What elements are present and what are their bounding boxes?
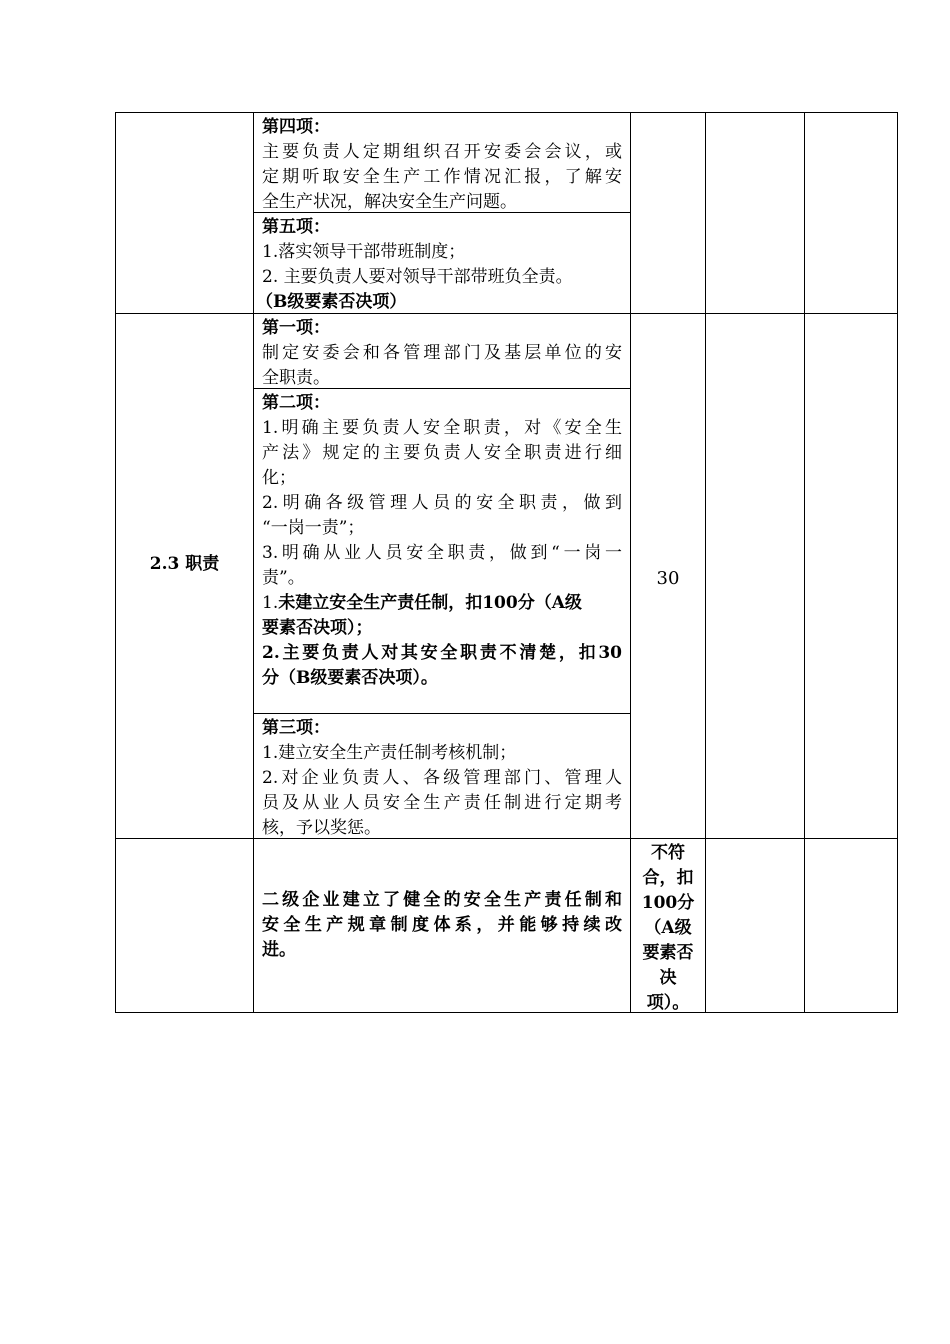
row3-line: 二级企业建立了健全的安全生产责任制和 xyxy=(262,890,622,910)
item1-line: 全职责。 xyxy=(262,368,330,388)
item4-line: 主要负责人定期组织召开安委会会议，或 xyxy=(262,142,622,162)
table-bottom-border xyxy=(115,1012,898,1013)
item2-line: 产法》规定的主要负责人安全职责进行细 xyxy=(262,443,622,463)
row3-line: 安全生产规章制度体系，并能够持续改 xyxy=(262,915,622,935)
item2-line: 1.明确主要负责人安全职责，对《安全生 xyxy=(262,418,622,438)
item5-block xyxy=(256,215,622,315)
veto-2-text: 2.主要负责人对其安全职责不清楚，扣30 xyxy=(262,643,622,663)
item3-line: 1.建立安全生产责任制考核机制； xyxy=(262,743,517,763)
col-line-1 xyxy=(253,112,254,1013)
item5-line: 2. 主要负责人要对领导干部带班负全责。 xyxy=(262,267,573,287)
item2-line: 3.明确从业人员安全职责，做到“一岗一 xyxy=(262,543,622,563)
item1-line: 制定安委会和各管理部门及基层单位的安 xyxy=(262,343,622,363)
item5-veto-note: （B级要素否决项） xyxy=(256,292,407,312)
item5-heading: 第五项： xyxy=(262,217,330,237)
row3-score-line: 不符 xyxy=(651,843,685,863)
item1-block xyxy=(262,316,622,391)
item3-block xyxy=(262,716,622,841)
item3-heading: 第三项： xyxy=(262,718,330,738)
item4-line: 定期听取安全生产工作情况汇报，了解安 xyxy=(262,167,622,187)
item2-heading: 第二项： xyxy=(262,393,330,413)
item2-line: 化； xyxy=(262,468,296,488)
item4-block xyxy=(262,115,622,215)
col-line-5 xyxy=(897,112,898,1013)
item5-line: 1.落实领导干部带班制度； xyxy=(262,242,466,262)
item4-line: 全生产状况，解决安全生产问题。 xyxy=(262,192,517,212)
row3-content xyxy=(262,888,622,963)
table-top-border xyxy=(115,112,898,113)
item2-line: 责”。 xyxy=(262,568,305,588)
item3-line: 2.对企业负责人、各级管理部门、管理人 xyxy=(262,768,622,788)
row3-line: 进。 xyxy=(262,940,296,960)
item2-line: 2.明确各级管理人员的安全职责，做到 xyxy=(262,493,622,513)
col-line-3 xyxy=(705,112,706,1013)
row3-score-line: 要素否 xyxy=(642,943,694,963)
col-line-4 xyxy=(804,112,805,1013)
veto-1-continuation: 要素否决项）； xyxy=(262,618,373,638)
item1-heading: 第一项： xyxy=(262,318,330,338)
row3-score xyxy=(631,841,705,1016)
item4-heading: 第四项： xyxy=(262,117,330,137)
item3-line: 员及从业人员安全生产责任制进行定期考 xyxy=(262,793,622,813)
veto-1-text: 未建立安全生产责任制，扣100分（A级 xyxy=(278,593,582,613)
veto-item-1 xyxy=(262,591,622,616)
item2-line: “一岗一责”； xyxy=(262,518,365,538)
row3-score-line: 100分 xyxy=(641,893,695,913)
veto-2-continuation: 分（B级要素否决项）。 xyxy=(262,668,438,688)
row3-score-line: 合，扣 xyxy=(642,868,694,888)
item2-block xyxy=(262,391,622,691)
row3-score-line: 项）。 xyxy=(646,993,690,1013)
row3-score-line: （A级 xyxy=(644,918,692,938)
item3-line: 核，予以奖惩。 xyxy=(262,818,381,838)
row2-divider-b xyxy=(253,713,631,714)
row2-score: 30 xyxy=(656,568,680,589)
row3-score-line: 决 xyxy=(659,968,677,988)
row2-label: 2.3 职责 xyxy=(149,554,220,574)
veto-1-prefix: 1. xyxy=(262,593,279,613)
